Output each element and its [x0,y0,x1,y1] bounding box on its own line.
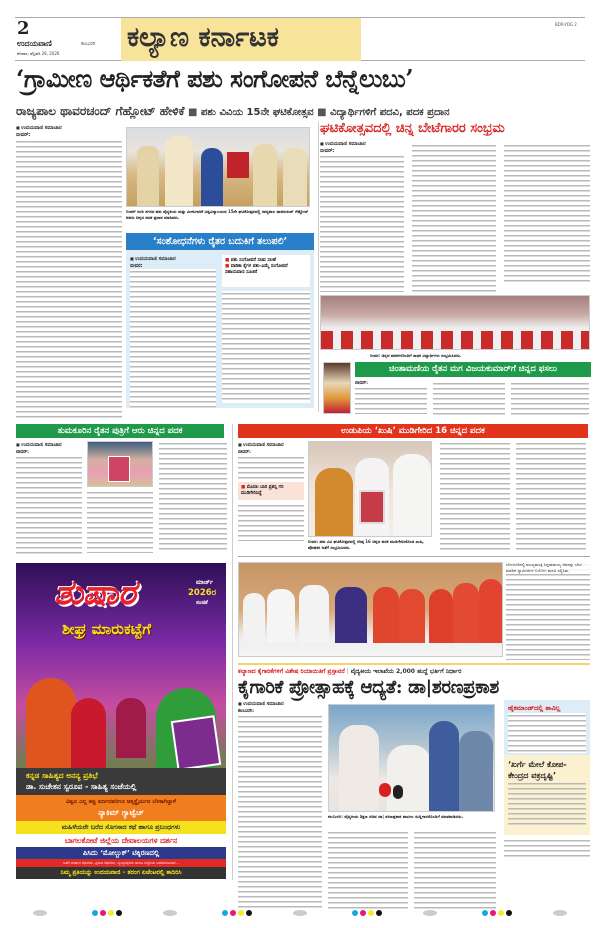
bullet-square: ■ [187,107,201,118]
ad-issue: ಸಂಚಿಕೆ [196,600,208,606]
sharan-prakash-photo [328,704,495,812]
byline: ■ ಉದಯವಾಣಿ ಸಮಾಚಾರ [238,700,322,708]
issue-date: ಶನಿವಾರ, ಫೆಬ್ರವರಿ 28, 2026 [17,51,60,56]
section-title: ಕಲ್ಯಾಣ ಕರ್ನಾಟಕ [127,22,279,53]
section-rule [238,556,590,557]
dateline: ಬೀದರ್: [320,148,335,154]
article-body [320,154,404,292]
article-body [355,386,427,414]
article-body [328,830,408,910]
khushi-photo [308,441,432,537]
article-body [87,490,153,553]
highlights-box [222,255,310,287]
column-rule [318,122,319,412]
article-body [412,143,496,293]
article-body [511,381,589,415]
subhead-convocation: ಪಶು ವಿವಿಯ 15ನೇ ಘಟಿಕೋತ್ಸವ [200,107,314,118]
ad-band-3: ಮಹಿಳೆಯರೇ ಬರೆದ ಸೊಗಸಾದ ಕಥೆ ಹಾಗೂ ಪ್ರಬಂಧಗಳು [16,821,226,834]
ad-band-7: ನಿಮ್ಮ ಪ್ರತಿಯನ್ನು ಉದಯವಾಣಿ – ತರಂಗ ಏಜೆಂಟರಲ್ಲಿ ಕಾದಿರಿಸಿ [16,867,226,879]
dateline: ಕಲಬುರಗಿ: [238,709,255,714]
article-body [222,291,310,403]
highcommand-box [504,700,590,755]
udupi-headline: ಉಡುಪಿಯ ‘ಖುಷಿ’ ಮುಡಿಗೇರಿದ 16 ಚಿನ್ನದ ಪದಕ [238,424,588,438]
highlight-item: ■ ವಾಡಿಕಾ ಕೈಗಳ ಪಶು-ಎಮ್ಮೆ ಸಂಗೋಪನೆ ಸಹಾಯವಾಣಿ ಸೂಚನೆ [225,264,288,275]
edition-code: BDR-YDG 2 [555,22,577,27]
ad-year: 2026ರ [188,588,217,598]
udupi-columns [238,441,590,553]
cm-photo-caption-text [506,562,590,660]
article-body [504,143,590,283]
magazine-cover [171,715,222,771]
byline: ■ ಉದಯವಾಣಿ ಸಮಾಚಾರ [16,441,82,449]
industry-kicker [238,668,590,676]
pull-quote-box: ■ ಮೊದಲ ಬಾರಿ ಪ್ರಶಸ್ತಿ ಗರಿ ಮುಡಿಗೇರಿಸಿದ್ದೆ [238,482,304,500]
research-headline: ‘ಸಂಶೋಧನೆಗಳು ರೈತರ ಬದುಕಿಗೆ ತಲುಪಲಿ’ [126,233,314,250]
article-body [440,441,510,553]
byline: ■ ಉದಯವಾಣಿ ಸಮಾಚಾರ [16,124,122,132]
cm-delegation-photo [238,562,503,657]
tumakuru-winner-photo [87,441,153,487]
tumakuru-headline: ತುಮಕೂರಿನ ರೈತನ ಪುತ್ರಿಗೆ ಆರು ಚಿನ್ನದ ಪದಕ [16,424,224,438]
box-title: ಹೈಕಮಾಂಡ್‌ದಲ್ಲಿ ತಾವಿಲ್ಲ [508,704,561,712]
subhead-degrees: ವಿದ್ಯಾರ್ಥಿಗಳಿಗೆ ಪದವಿ, ಪದಕ ಪ್ರದಾನ [330,107,450,118]
gold-medal-headline: ಘಟಿಕೋತ್ಸವದಲ್ಲಿ ಚಿನ್ನ ಬೇಟೆಗಾರರ ಸಂಭ್ರಮ [320,121,505,136]
article-body [433,381,505,415]
kharge-box [504,755,590,835]
article-body [414,830,496,910]
lead-story-column [16,124,122,421]
byline: ■ ಉದಯವಾಣಿ ಸಮಾಚಾರ [130,255,216,263]
article-body [238,455,304,479]
edition-name: ಕಲಬುರಗಿ [81,42,96,47]
masthead [15,17,585,61]
subhead-governor: ರಾಜ್ಯಪಾಲ ಥಾವರಚಂದ್ ಗೆಹ್ಲೋಟ್ ಹೇಳಿಕೆ [16,104,185,118]
byline: ■ ಉದಯವಾಣಿ ಸಮಾಚಾರ [238,441,304,449]
photo-caption: ಕಲಬುರಗಿ: ವೈದ್ಯಕೀಯ ಶಿಕ್ಷಣ ಸಚಿವ ಡಾ| ಶರಣಪ್ರಕಾಶ ಪಾಟೀಲ ಸುದ್ದಿಗಾರರೊಂದಿಗೆ ಮಾತನಾಡಿದರು. [328,814,464,819]
dateline: ಬೀದರ್: [16,132,31,138]
page-number: 2 [17,18,30,39]
tushara-advertisement[interactable] [16,563,226,879]
pull-quote: ಮೊದಲ ಬಾರಿ ಪ್ರಶಸ್ತಿ ಗರಿ ಮುಡಿಗೇರಿಸಿದ್ದೆ [241,485,284,496]
box-body [508,713,586,753]
dateline: ಬೀದರ್: [355,381,368,386]
convocation-photo [126,127,310,207]
article-body [238,503,304,541]
dancers-image [16,648,226,768]
box-body [508,781,586,827]
kicker-divider: | [346,668,351,675]
ad-band-6: ಜತೆಗೆ ಆಕರ್ಷಕ ಕಥನಗಳು, ಪ್ರವಾಸ ಕಥನಗಳು, ವ್ಯಂಗ್ಯಚಿತ್ರಗಳು ಹಾಗೂ ಅಚ್ಚರಿಯ ಬರಹಗಳೊಂದಿಗೆ... [16,859,226,867]
industry-kicker-rule [238,663,590,665]
article-body [516,441,586,553]
ad-band-2: ವಿಶ್ವದ ಎಲ್ಲ ಕಪ್ಪು ವರ್ಣದವರಿಗೂ ಆತ್ಮಸ್ಥೈರ್ಯದ ಬೆಳಕಾಗಿದ್ದಾಳೆ ನ್ಯಾಕಿಮ್ ಗ್ಯಾಟ್ವೆಚ್ [16,795,226,821]
paper-name: ಉದಯವಾಣಿ [17,39,52,48]
ad-band-4: ಬಾಗಲಕೋಟೆ ಜಿಲ್ಲೆಯ ದೇವಾಲಯಗಳ ದರ್ಶನ [16,834,226,847]
photo-caption: ಬೀದರ: ಪಶು ವಿವಿ ಘಟಿಕೋತ್ಸವದಲ್ಲಿ ಗರಿಷ್ಠ 16 ಚಿನ್ನದ ಪದಕ ಮುಡಿಗೇರಿಸಿಕೊಂಡ ಖುಷಿ, ಪೋಷಕರ ಜತೆಗೆ ಸಂಭ್ರಮಿಸಿದರು. [308,539,424,550]
gold-medal-columns [320,140,592,290]
lead-subheads [16,104,591,119]
article-body [238,714,322,910]
ad-month: ಮಾರ್ಚ್ [196,579,213,586]
article-body [159,441,227,553]
research-box [126,233,314,408]
cm-caption: ಬೆಂಗಳೂರಿನಲ್ಲಿ ಮುಖ್ಯಮಂತ್ರಿ ಸಿದ್ದರಾಮಯ್ಯ ಅವರನ್ನು ಭೇಟಿ ಮಾಡಿದ ಸ್ವಾಮೀಜಿಗಳ ನಿಯೋಗ ಮನವಿ ಸಲ್ಲಿಸಿತು. [506,562,590,574]
lead-headline: ‘ಗ್ರಾಮೀಣ ಆರ್ಥಿಕತೆಗೆ ಪಶು ಸಂಗೋಪನೆ ಬೆನ್ನೆಲುಬು’ [16,64,414,93]
vijayakumar-photo [323,362,351,414]
column-rule [232,424,233,880]
article-body [16,139,122,421]
print-registration-marks [0,908,600,920]
ad-tagline: ಶೀಘ್ರ ಮಾರುಕಟ್ಟೆಗೆ [62,620,151,638]
ad-brand-logo: ತುಷಾರ [54,573,136,613]
chintamani-headline: ಚಿಂತಾಮಣಿಯ ರೈತನ ಮಗ ವಿಜಯಕುಮಾರ್‌ಗೆ ಚಿನ್ನದ ಫಸಲು [355,362,591,377]
dateline: ಬೀದರ್: [16,450,29,455]
article-body [504,838,590,860]
dateline: ಬೀದರ್: [238,450,251,455]
highlight-item: ■ ಪಶು ಸಂಗೋಪನೆ ಸಚಿವ ಸಲಹೆ [225,258,276,263]
kicker-right: ವೈದ್ಯಕೀಯ ಇಲಾಖೆಯ 2,000 ಹುದ್ದೆ ಭರ್ತಿಗೆ ನಿರ್ಧಾರ [350,668,462,675]
photo-caption: ಬೀದರ್ ನಂದಿ ನಗರದ ಪಶು ವೈದ್ಯಕೀಯ ಮತ್ತು ಮೀನುಗಾರಿಕೆ ವಿಶ್ವವಿದ್ಯಾಲಯದ 15ನೇ ಘಟಿಕೋತ್ಸವದಲ್ಲಿ ರಾಜ್ಯಪಾಲ ಥಾವರಚಂದ್ ಗೆಹ್ಲೋಟ್ ಅವರು ಚಿನ್ನದ ಪದಕ ಪ್ರದಾನ ಮಾಡಿದರು. [126,209,309,220]
article-body [130,269,216,409]
photo-caption: ಬೀದರ: ಚಿನ್ನದ ಪದಕಗಳೊಂದಿಗೆ ಸಾಧಕ ವಿದ್ಯಾರ್ಥಿಗಳು ಸಂಭ್ರಮಿಸಿದರು. [370,353,462,358]
industry-headline: ಕೈಗಾರಿಕೆ ಪ್ರೋತ್ಸಾಹಕ್ಕೆ ಆದ್ಯತೆ: ಡಾ|ಶರಣಪ್ರಕಾಶ [238,677,499,698]
ad-band-1: ಕನ್ನಡ ಸಾಹಿತ್ಯದ ಅನನ್ಯ ಪ್ರತಿಭೆ ಡಾ. ಸುಚೇತನ ಸ್ವರೂಪ - ಸಾಹಿತ್ಯ ಸಂಜೆಯಲ್ಲಿ [16,768,226,795]
ad-band-5: ಪಿಸಿದು ‘ಮೋಲ್ಬುಕ್’ ಟಿಕ್ಕಿರಣದಲ್ಲಿ [16,847,226,859]
medal-winners-photo [320,295,590,350]
byline: ■ ಉದಯವಾಣಿ ಸಮಾಚಾರ [320,140,404,148]
article-body [16,455,82,555]
box-title: ‘ಖರ್ಗೆ ಮೇಲೆ ಕೋಪ- ಕೇಂದ್ರದ ವಕ್ರದೃಷ್ಟಿ’ [508,760,567,780]
kicker-left: ಕಲ್ಯಾಣದ ಕೈಗಾರಿಕೆಗಳಿಗೆ ವಿಶೇಷ ರಿಯಾಯಿತಿಗೆ ಪ್ರಸ್ತಾವನೆ [238,668,345,675]
dateline: ಬೀದರ: [130,263,143,269]
bullet-square: ■ [317,107,331,118]
